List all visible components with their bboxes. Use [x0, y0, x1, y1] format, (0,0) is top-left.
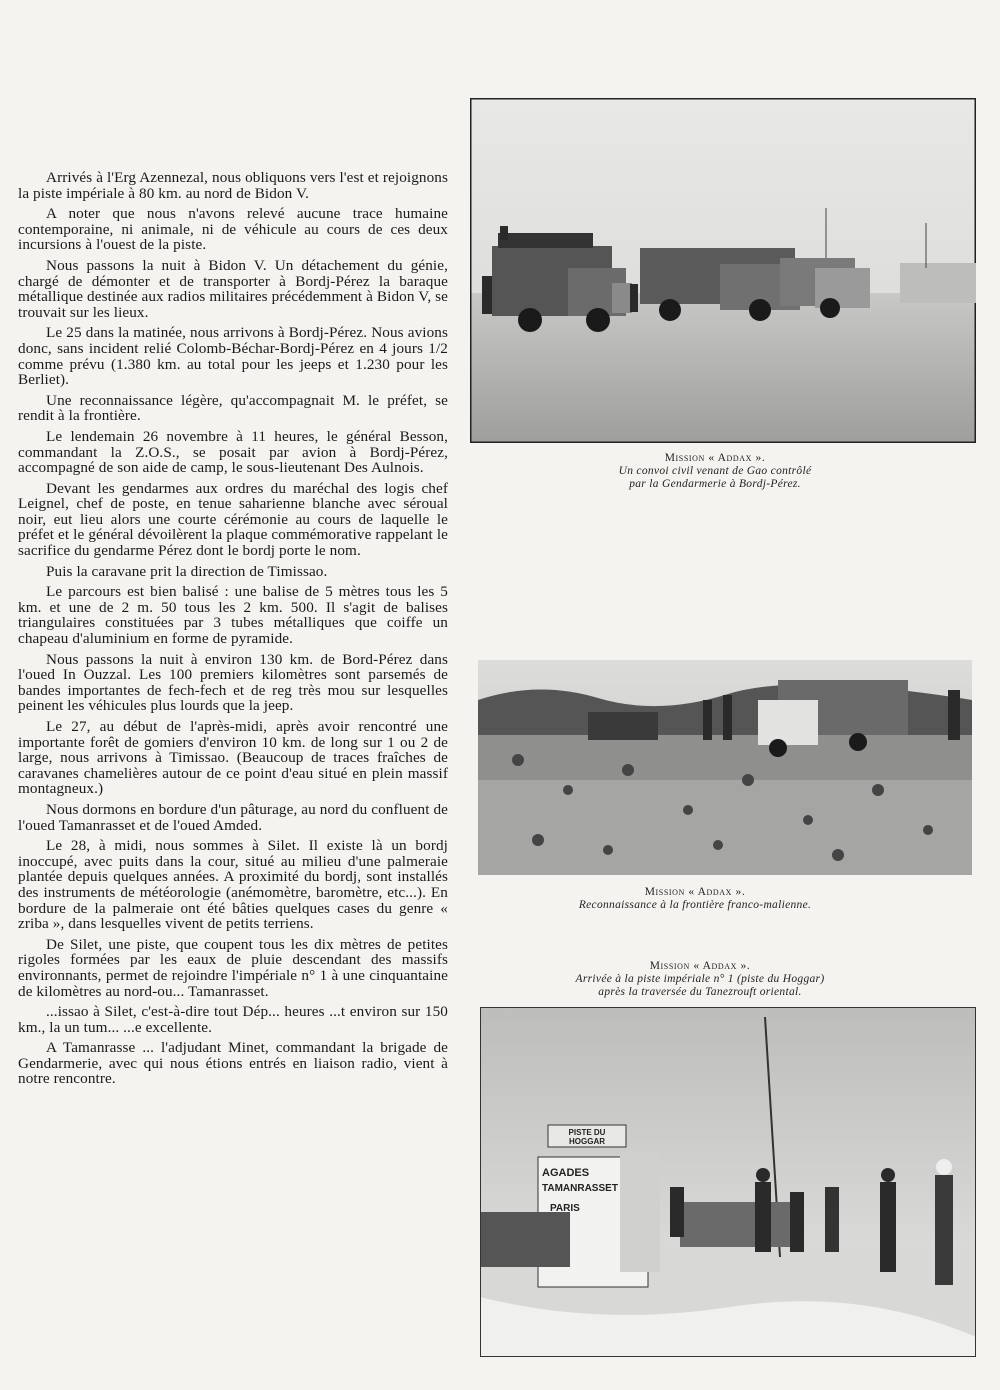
caption-title: Mission « Addax ».: [644, 886, 746, 898]
photo-piste-hoggar: [480, 1007, 976, 1357]
caption-text: par la Gendarmerie à Bordj-Pérez.: [629, 478, 801, 490]
paragraph: Nous passons la nuit à Bidon V. Un détachement du génie, chargé de démonter et de transporter à Bordj-Pérez la baraque métallique destinée aux radios militaires précédemment à Bidon V, se trouvait sur les lieux.: [18, 256, 448, 321]
paragraph: Nous dormons en bordure d'un pâturage, au nord du confluent de l'oued Tamanrasset et de l'oued Amded.: [18, 800, 448, 834]
paragraph: Le 27, au début de l'après-midi, après avoir rencontré une importante forêt de gomiers d'environ 10 km. de long sur 1 ou 2 de large, nous arrivons à Timissao. (Beaucoup de traces fraîches de caravanes chamelières autour de ce point d'eau situé en plein massif montagneux.): [18, 718, 448, 798]
road-sign-title: PISTE DU HOGGAR: [568, 1128, 606, 1146]
caption-title: Mission « Addax ».: [664, 452, 766, 464]
photo-convoy: [470, 98, 976, 443]
paragraph: Le 28, à midi, nous sommes à Silet. Il existe là un bordj inoccupé, avec puits dans la cour, situé au milieu d'une palmeraie plantée depuis quelques années. A proximité du bordj, sont installés des instruments de météorologie (anémomètre, baromètre, etc...). En bordure de la palmeraie ont été bâties quelques cases du genre « zriba », dans lesquelles vivent de petits terriens.: [18, 837, 448, 933]
caption-text: Un convoi civil venant de Gao contrôlé: [618, 465, 812, 477]
photo-reconnaissance: [478, 660, 972, 875]
article-body: [18, 170, 448, 1092]
paragraph: Le lendemain 26 novembre à 11 heures, le général Besson, commandant la Z.O.S., se posait par avion à Bordj-Pérez, accompagné de son aide de camp, le sous-lieutenant Des Aulnois.: [18, 427, 448, 477]
paragraph: Devant les gendarmes aux ordres du maréchal des logis chef Leignel, chef de poste, en tenue saharienne blanche avec séroual noir, eut lieu alors une courte cérémonie au cours de laquelle le préfet et le général dévoilèrent la plaque commémorative rappelant le sacrifice du gendarme Pérez dont le bordj porte le nom.: [18, 479, 448, 560]
photo-piste-caption: [500, 960, 900, 999]
paragraph: De Silet, une piste, que coupent tous les dix mètres de petites rigoles formées par les eaux de pluie descendant des massifs environnants, permet de rejoindre l'impériale n° 1 à une cinquantaine de kilomètres au nord-ou... Tamanrasset.: [18, 935, 448, 1000]
paragraph: A noter que nous n'avons relevé aucune trace humaine contemporaine, ni animale, ni de véhicule au cours de ces deux incursions à l'ouest de la piste.: [18, 205, 448, 254]
caption-text: après la traversée du Tanezrouft oriental.: [598, 986, 802, 998]
photo-reconnaissance-caption: [520, 886, 870, 912]
caption-title: Mission « Addax ».: [649, 960, 751, 972]
paragraph: Puis la caravane prit la direction de Timissao.: [46, 562, 328, 580]
paragraph: ...issao à Silet, c'est-à-dire tout Dép... heures ...t environ sur 150 km., la un tum... ...e excellente.: [18, 1003, 448, 1036]
paragraph: Arrivés à l'Erg Azennezal, nous obliquons vers l'est et rejoignons la piste impériale à 80 km. au nord de Bidon V.: [18, 169, 448, 202]
paragraph: Le parcours est bien balisé : une balise de 5 mètres tous les 5 km. et une de 2 m. 50 tous les 2 km. 500. Il s'agit de balises triangulaires constituées par 3 tubes métalliques que coiffe un chapeau d'aluminium en forme de pyramide.: [18, 583, 448, 648]
road-sign-line: AGADES: [542, 1167, 590, 1179]
road-sign-line: PARIS: [550, 1203, 580, 1214]
caption-text: Reconnaissance à la frontière franco-malienne.: [578, 899, 812, 911]
paragraph: Nous passons la nuit à environ 130 km. de Bord-Pérez dans l'oued In Ouzzal. Les 100 premiers kilomètres sont parsemés de bandes importantes de fech-fech et de reg très mou sur lesquelles peinent les véhicules plus lourds que la jeep.: [18, 650, 448, 715]
caption-text: Arrivée à la piste impériale n° 1 (piste du Hoggar): [575, 973, 825, 985]
paragraph: A Tamanrasse ... l'adjudant Minet, commandant la brigade de Gendarmerie, avec qui nous étions entrés en liaison radio, vient à notre rencontre.: [18, 1039, 448, 1088]
road-sign-line: TAMANRASSET: [542, 1183, 618, 1194]
photo-convoy-caption: [540, 452, 890, 491]
paragraph: Une reconnaissance légère, qu'accompagnait M. le préfet, se rendit à la frontière.: [18, 391, 448, 425]
paragraph: Le 25 dans la matinée, nous arrivons à Bordj-Pérez. Nous avions donc, sans incident relié Colomb-Béchar-Bordj-Pérez en 4 jours 1/2 comme prévu (1.380 km. au total pour les jeeps et 1.230 pour les Berliet).: [18, 324, 448, 389]
